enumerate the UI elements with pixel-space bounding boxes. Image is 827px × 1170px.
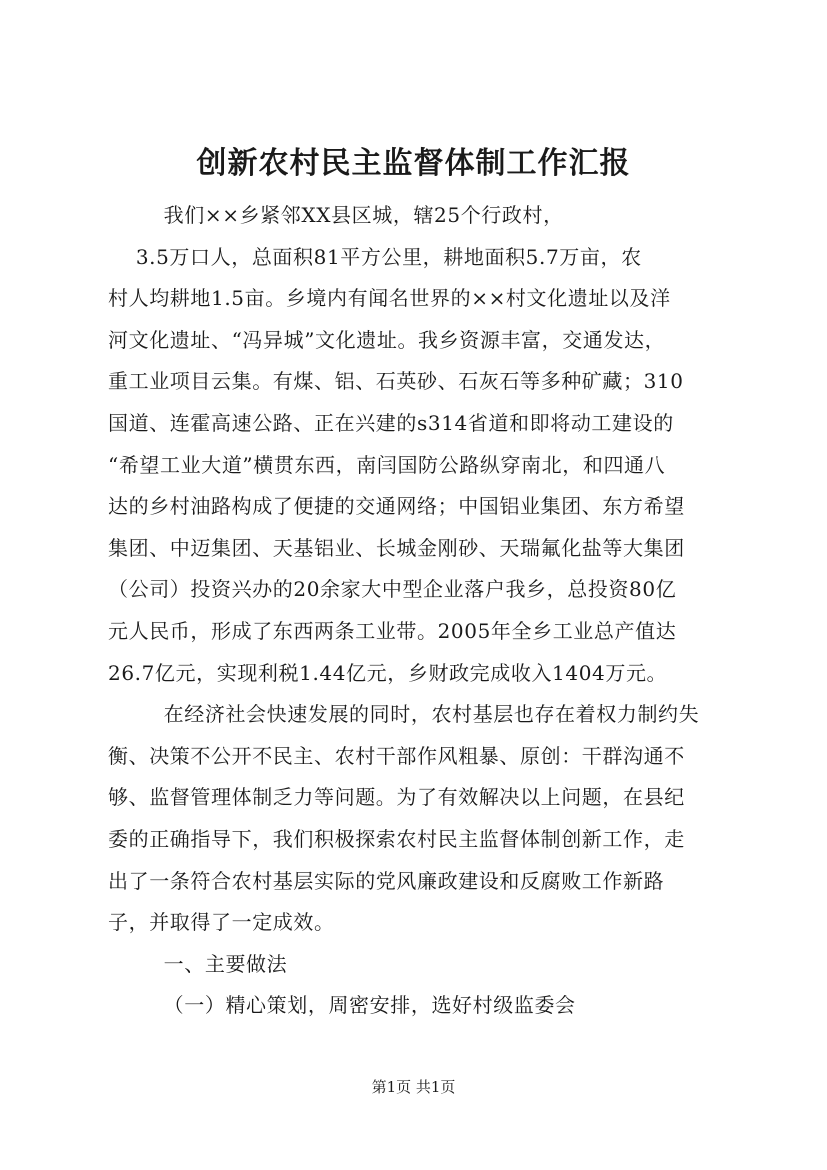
- body-line: 元人民币，形成了东西两条工业带。2005年全乡工业总产值达: [108, 618, 677, 643]
- body-line: 集团、中迈集团、天基铝业、长城金刚砂、天瑞氟化盐等大集团: [108, 535, 685, 560]
- body-line: 出了一条符合农村基层实际的党风廉政建设和反腐败工作新路: [108, 868, 665, 893]
- body-line: 3.5万口人，总面积81平方公里，耕地面积5.7万亩，农: [108, 244, 642, 269]
- body-line: 我们××乡紧邻XX县区城，辖25个行政村，: [108, 203, 564, 227]
- page-number: 第1页 共1页: [371, 1078, 456, 1096]
- subsection-heading: （一）精心策划，周密安排，选好村级监委会: [108, 993, 576, 1018]
- section-heading: 一、主要做法: [108, 951, 288, 976]
- body-line: 够、监督管理体制乏力等问题。为了有效解决以上问题，在县纪: [108, 785, 685, 810]
- body-line: 子，并取得了一定成效。: [108, 910, 335, 935]
- document-body: [108, 195, 743, 1027]
- body-line: 委的正确指导下，我们积极探索农村民主监督体制创新工作，走: [108, 826, 685, 851]
- body-line: 国道、连霍高速公路、正在兴建的s314省道和即将动工建设的: [108, 410, 674, 435]
- body-line: 村人均耕地1.5亩。乡境内有闻名世界的××村文化遗址以及洋: [108, 286, 671, 311]
- body-line: “希望工业大道”横贯东西，南闫国防公路纵穿南北，和四通八: [108, 452, 666, 477]
- body-line: 重工业项目云集。有煤、铝、石英砂、石灰石等多种矿藏；310: [108, 369, 684, 394]
- body-line: 河文化遗址、“冯异城”文化遗址。我乡资源丰富，交通发达，: [108, 327, 666, 352]
- body-line: 在经济社会快速发展的同时，农村基层也存在着权力制约失: [108, 702, 700, 727]
- body-line: 衡、决策不公开不民主、农村干部作风粗暴、原创：干群沟通不: [108, 743, 685, 768]
- body-line: 达的乡村油路构成了便捷的交通网络；中国铝业集团、东方希望: [108, 494, 685, 519]
- body-line: （公司）投资兴办的20余家大中型企业落户我乡，总投资80亿: [108, 577, 677, 602]
- body-line: 26.7亿元，实现利税1.44亿元，乡财政完成收入1404万元。: [108, 660, 668, 685]
- document-title: 创新农村民主监督体制工作汇报: [196, 146, 631, 181]
